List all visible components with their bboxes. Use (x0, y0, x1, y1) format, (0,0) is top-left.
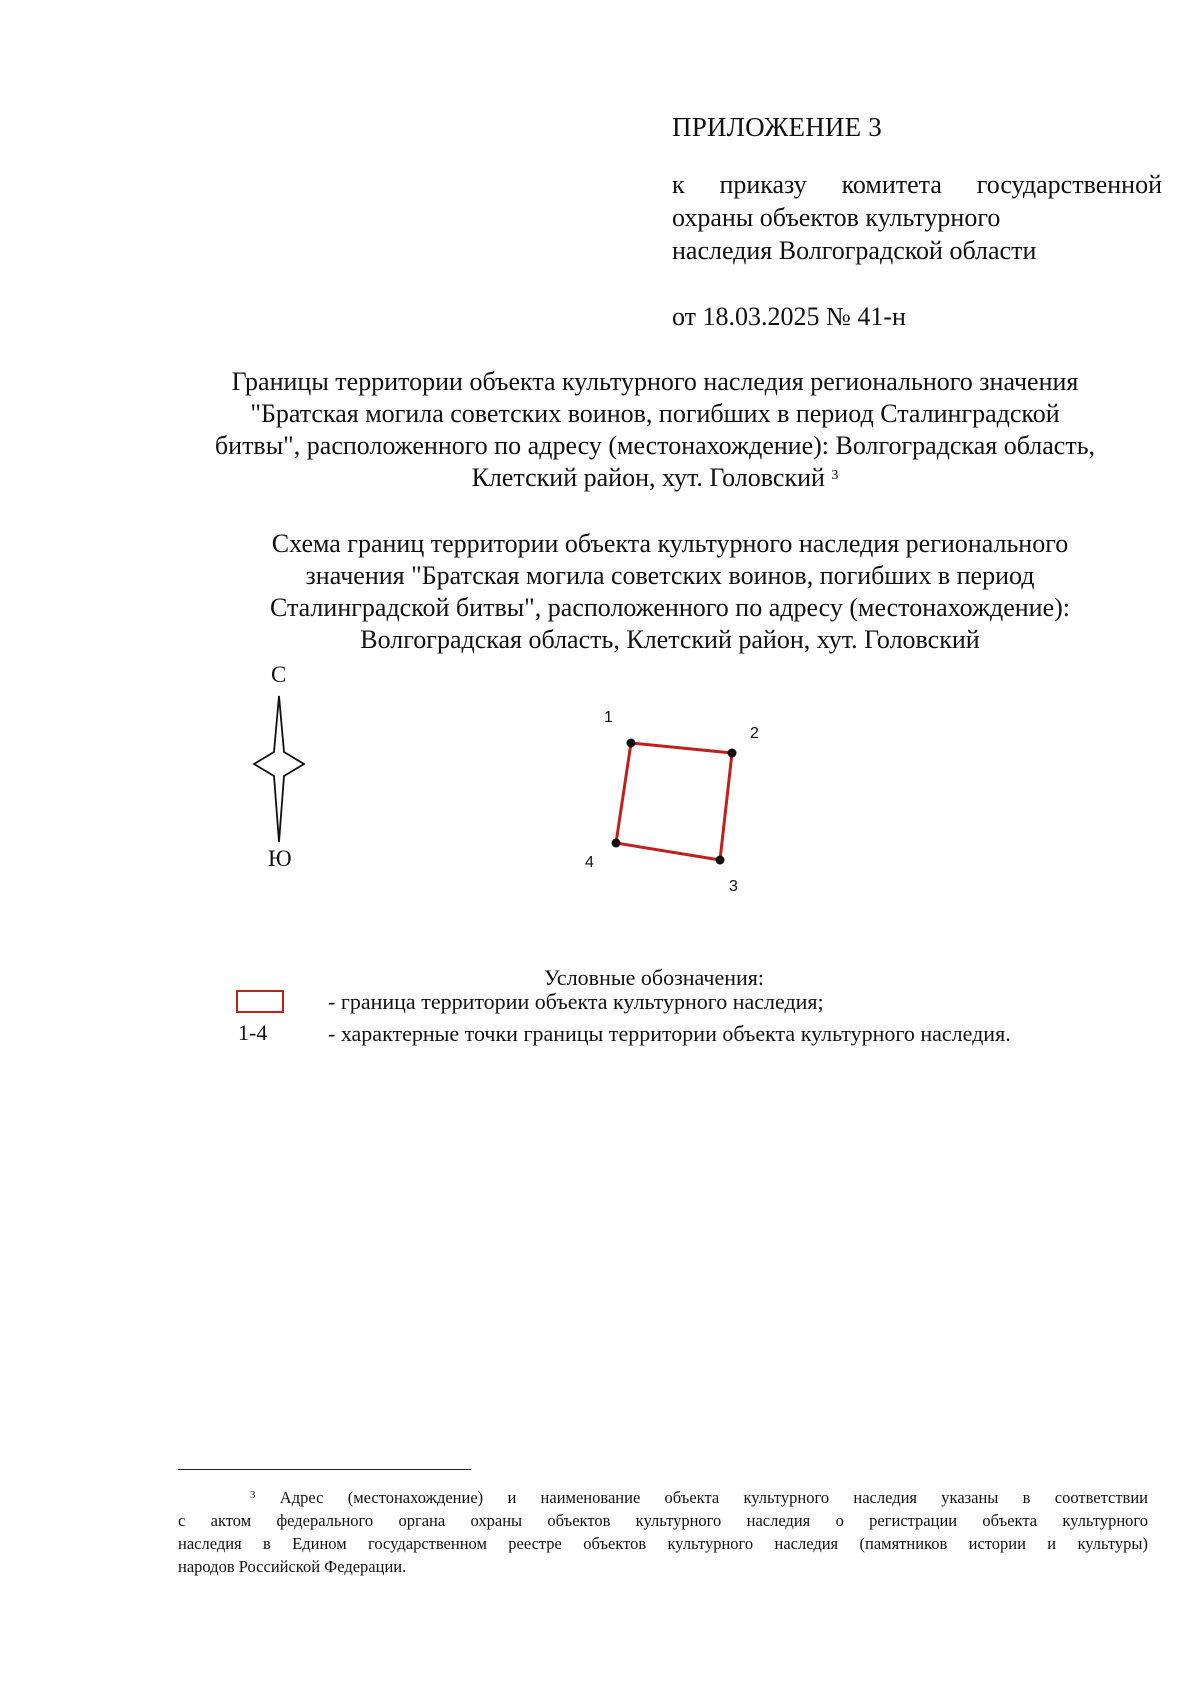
north-arrow-icon (250, 694, 308, 844)
order-reference (672, 168, 1162, 267)
title-line: битвы", расположенного по адресу (местонахождение): Волгоградская область, (214, 431, 1096, 460)
legend-item-boundary: - граница территории объекта культурного наследия; (328, 989, 824, 1014)
footnote (178, 1486, 1148, 1578)
appendix-title: ПРИЛОЖЕНИЕ 3 (672, 112, 882, 142)
territory-plan (560, 690, 780, 910)
point-label-3: 3 (729, 878, 738, 895)
footnote-line-text: Адрес (местонахождение) и наименование объекта культурного наследия указаны в соответствии (279, 1488, 1148, 1507)
footnote-divider (178, 1469, 471, 1470)
order-reference-line: наследия Волгоградской области (672, 236, 1037, 265)
order-reference-line: охраны объектов культурного (672, 203, 1001, 232)
boundary-point-4 (612, 839, 621, 848)
title-line-text: Клетский район, хут. Головский (471, 463, 825, 492)
compass-north-label: С (271, 662, 287, 687)
order-reference-line: к приказу комитета государственной (672, 170, 1162, 199)
point-label-4: 4 (585, 854, 594, 871)
legend-points-symbol: 1-4 (238, 1020, 268, 1045)
footnote-line: наследия в Едином государственном реестре объектов культурного наследия (памятников истории и культуры) (178, 1534, 1148, 1553)
boundary-point-3 (716, 856, 725, 865)
title-line: Границы территории объекта культурного наследия регионального значения (231, 367, 1079, 396)
footnote-reference: 3 (831, 468, 839, 483)
legend-item-points: - характерные точки границы территории объекта культурного наследия. (328, 1021, 1011, 1046)
footnote-line (178, 1486, 1148, 1509)
scheme-caption-line: Волгоградская область, Клетский район, хут. Головский (360, 625, 980, 654)
scheme-caption-line: Схема границ территории объекта культурного наследия регионального (271, 529, 1069, 558)
scheme-caption (160, 528, 1180, 656)
scheme-caption-line: значения "Братская могила советских воинов, погибших в период (305, 561, 1035, 590)
document-title (140, 366, 1170, 494)
footnote-mark: 3 (250, 1489, 256, 1501)
legend-header: Условные обозначения: (544, 965, 765, 990)
territory-boundary (616, 743, 732, 860)
compass-south-label: Ю (268, 846, 292, 871)
footnote-line: народов Российской Федерации. (178, 1557, 407, 1576)
point-label-1: 1 (604, 709, 613, 726)
boundary-legend-swatch (236, 990, 284, 1013)
scheme-caption-line: Сталинградской битвы", расположенного по адресу (местонахождение): (269, 593, 1071, 622)
point-label-2: 2 (750, 725, 759, 742)
boundary-point-2 (728, 749, 737, 758)
title-line-last (140, 462, 1170, 494)
title-line: "Братская могила советских воинов, погибших в период Сталинградской (250, 399, 1060, 428)
order-date: от 18.03.2025 № 41-н (672, 302, 906, 331)
footnote-line: с актом федерального органа охраны объектов культурного наследия о регистрации объекта культурного (178, 1511, 1148, 1530)
boundary-point-1 (627, 739, 636, 748)
